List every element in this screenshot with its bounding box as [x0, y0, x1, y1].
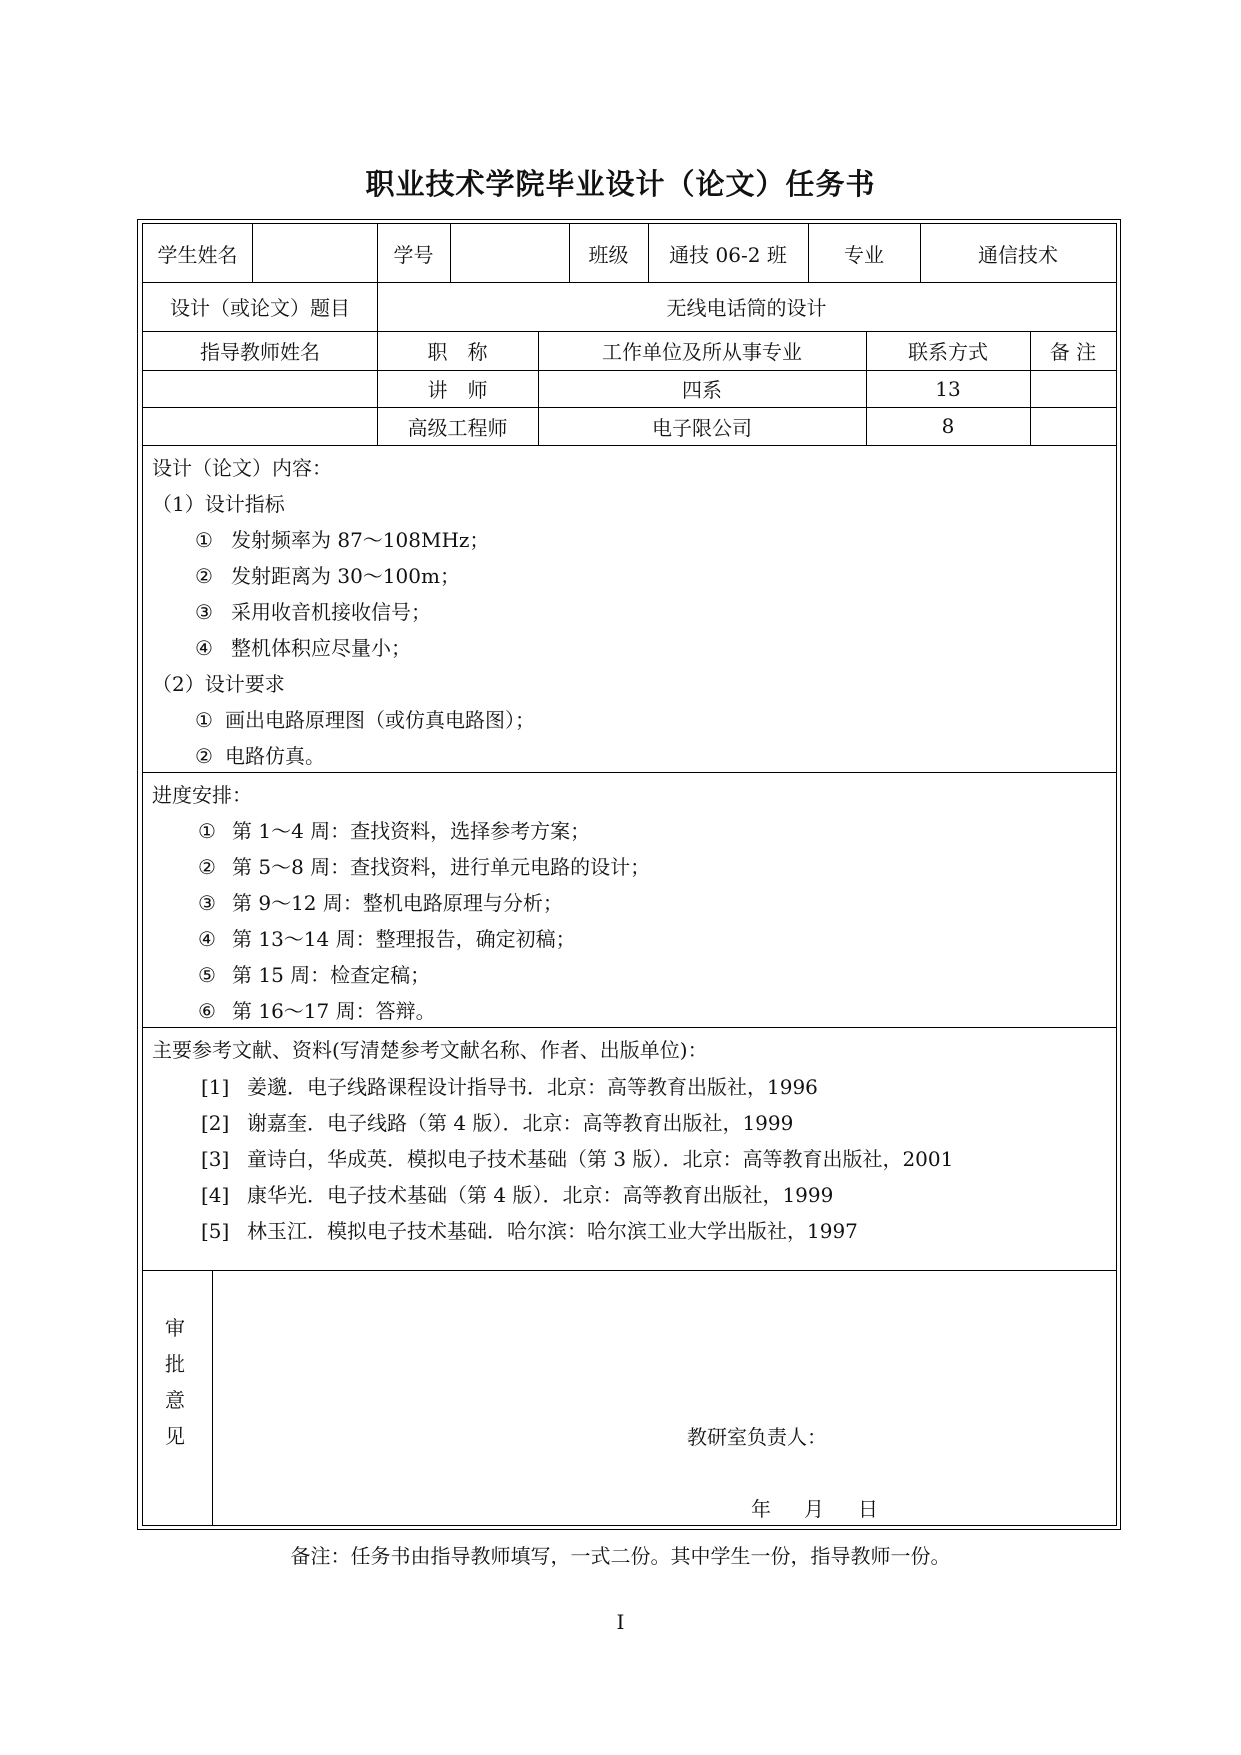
date-day: 日: [858, 1497, 878, 1521]
list-item: ⑥ 第 16～17 周：答辩。: [198, 999, 436, 1023]
list-item: ② 发射距离为 30～100m；: [195, 564, 460, 588]
col-divider: [212, 1270, 213, 1526]
reference-item: [1] 姜邈．电子线路课程设计指导书．北京：高等教育出版社，1996: [201, 1075, 818, 1099]
student-name-label: 学生姓名: [157, 242, 238, 267]
topic-label: 设计（或论文）题目: [170, 296, 350, 320]
list-item: ② 第 5～8 周：查找资料，进行单元电路的设计；: [198, 855, 651, 879]
student-id-value: [450, 224, 569, 282]
advisor-remark: [1030, 407, 1116, 445]
advisor-unit: 电子限公司: [652, 415, 752, 440]
row-divider: [143, 445, 1116, 446]
reference-item: [4] 康华光．电子技术基础（第 4 版）．北京：高等教育出版社，1999: [201, 1183, 834, 1207]
major-label: 专业: [844, 242, 884, 267]
content-title: 设计（论文）内容：: [152, 456, 332, 480]
list-item: ① 画出电路原理图（或仿真电路图）；: [195, 708, 535, 732]
footer-note: 备注：任务书由指导教师填写，一式二份。其中学生一份，指导教师一份。: [290, 1544, 951, 1568]
list-item: ① 发射频率为 87～108MHz；: [195, 528, 490, 552]
approval-label: 审 批 意 见: [165, 1316, 185, 1448]
advisor-rank: 讲 师: [427, 378, 488, 402]
advisor-rank-header: 职 称: [427, 340, 488, 364]
list-item: ④ 第 13～14 周：整理报告，确定初稿；: [198, 927, 576, 951]
date-month: 月: [804, 1497, 824, 1521]
page-number: I: [616, 1610, 625, 1634]
references-title: 主要参考文献、资料(写清楚参考文献名称、作者、出版单位)：: [152, 1038, 708, 1062]
list-item: ② 电路仿真。: [195, 744, 325, 768]
student-id-label: 学号: [393, 242, 434, 267]
major-value: 通信技术: [978, 242, 1058, 267]
advisor-remark: [1030, 370, 1116, 407]
page-title: 职业技术学院毕业设计（论文）任务书: [365, 167, 876, 201]
advisor-name-header: 指导教师姓名: [200, 340, 320, 364]
class-label: 班级: [588, 242, 629, 267]
student-name-value: [252, 224, 377, 282]
advisor-name: [143, 370, 377, 407]
department-head-label: 教研室负责人：: [687, 1425, 827, 1449]
list-item: ① 第 1～4 周：查找资料，选择参考方案；: [198, 819, 591, 843]
part2-title: （2）设计要求: [152, 672, 285, 696]
topic-value: 无线电话筒的设计: [666, 296, 827, 320]
advisor-unit: 四系: [682, 378, 722, 402]
list-item: ③ 采用收音机接收信号；: [195, 600, 431, 624]
list-item: ③ 第 9～12 周：整机电路原理与分析；: [198, 891, 563, 915]
list-item: ④ 整机体积应尽量小；: [195, 636, 411, 660]
advisor-contact: 13: [935, 376, 961, 401]
reference-item: [2] 谢嘉奎．电子线路（第 4 版）．北京：高等教育出版社，1999: [201, 1111, 794, 1135]
row-divider: [143, 772, 1116, 773]
class-value: 通技 06-2 班: [669, 242, 787, 267]
list-item: ⑤ 第 15 周：检查定稿；: [198, 963, 431, 987]
advisor-contact-header: 联系方式: [908, 340, 988, 364]
part1-title: （1）设计指标: [152, 492, 285, 516]
row-divider: [143, 1027, 1116, 1028]
reference-item: [3] 童诗白，华成英．模拟电子技术基础（第 3 版）．北京：高等教育出版社，2001: [201, 1147, 954, 1171]
row-divider: [143, 1270, 1116, 1271]
advisor-contact: 8: [941, 414, 955, 438]
reference-item: [5] 林玉江．模拟电子技术基础．哈尔滨：哈尔滨工业大学出版社，1997: [201, 1219, 858, 1243]
advisor-remark-header: 备 注: [1049, 340, 1097, 364]
schedule-title: 进度安排：: [152, 783, 252, 807]
advisor-name: [143, 407, 377, 445]
advisor-rank: 高级工程师: [407, 415, 508, 440]
date-year: 年: [751, 1497, 771, 1521]
advisor-unit-header: 工作单位及所从事专业: [602, 340, 802, 364]
